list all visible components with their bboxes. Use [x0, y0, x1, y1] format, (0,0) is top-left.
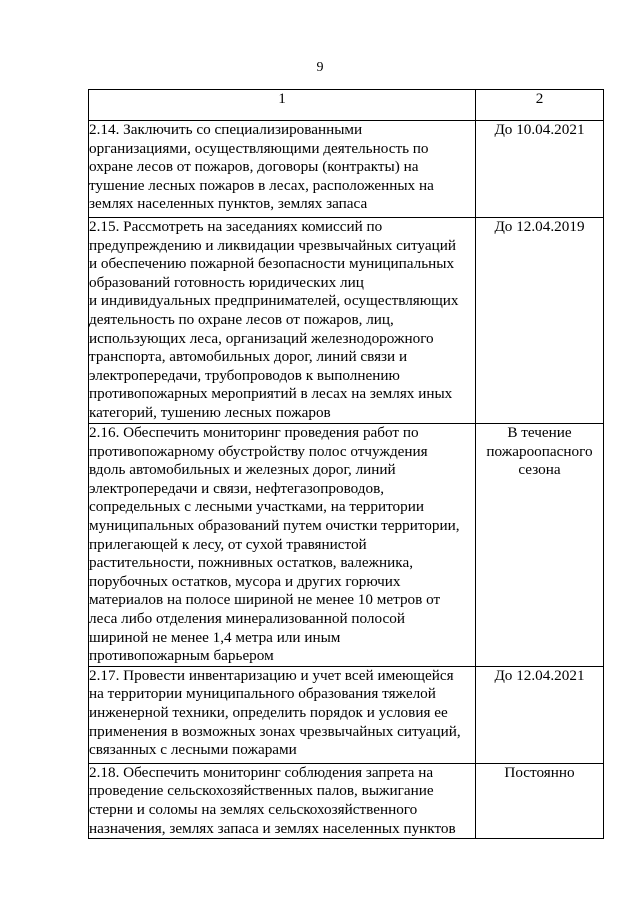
- measure-text: 2.17. Провести инвентаризацию и учет всей имеющейся на территории муниципального образования тяжелой инженерной техники, определить порядок и условия ее применения в возможных зонах чрезвычайных ситуаций, связанных с лесными пожарами: [89, 666, 476, 763]
- column-header-measure: 1: [89, 90, 476, 121]
- measure-deadline: До 12.04.2021: [476, 666, 604, 763]
- page-number: 9: [316, 60, 324, 75]
- column-header-deadline: 2: [476, 90, 604, 121]
- measure-text: 2.14. Заключить со специализированными организациями, осуществляющими деятельность по охране лесов от пожаров, договоры (контракты) на тушение лесных пожаров в лесах, расположенных на землях населенных пунктов, землях запаса: [89, 121, 476, 218]
- table-row: [89, 218, 604, 424]
- measure-deadline: До 12.04.2019: [476, 218, 604, 424]
- table-row: [89, 121, 604, 218]
- table-header-row: [89, 90, 604, 121]
- measure-deadline: Постоянно: [476, 763, 604, 838]
- table-row: [89, 763, 604, 838]
- measure-deadline: В течение пожароопасного сезона: [476, 424, 604, 667]
- measure-text: 2.16. Обеспечить мониторинг проведения работ по противопожарному обустройству полос отчуждения вдоль автомобильных и железных дорог, линий электропередачи и связи, нефтегазопроводов, сопредельных с лесными участками, на территории муниципальных образований путем очистки территории, прилегающей к лесу, от сухой травянистой растительности, пожнивных остатков, валежника, порубочных остатков, мусора и других горючих материалов на полосе шириной не менее 10 метров от леса либо отделения минерализованной полосой шириной не менее 1,4 метра или иным противопожарным барьером: [89, 424, 476, 667]
- measures-table: [88, 89, 604, 839]
- measure-text: 2.15. Рассмотреть на заседаниях комиссий по предупреждению и ликвидации чрезвычайных ситуаций и обеспечению пожарной безопасности муниципальных образований готовность юридических лиц и индивидуальных предпринимателей, осуществляющих деятельность по охране лесов от пожаров, лиц, использующих леса, организаций железнодорожного транспорта, автомобильных дорог, линий связи и электропередачи, трубопроводов к выполнению противопожарных мероприятий в лесах на землях иных категорий, тушению лесных пожаров: [89, 218, 476, 424]
- table-row: [89, 666, 604, 763]
- measure-deadline: До 10.04.2021: [476, 121, 604, 218]
- table-row: [89, 424, 604, 667]
- measure-text: 2.18. Обеспечить мониторинг соблюдения запрета на проведение сельскохозяйственных палов, выжигание стерни и соломы на землях сельскохозяйственного назначения, землях запаса и землях населенных пунктов: [89, 763, 476, 838]
